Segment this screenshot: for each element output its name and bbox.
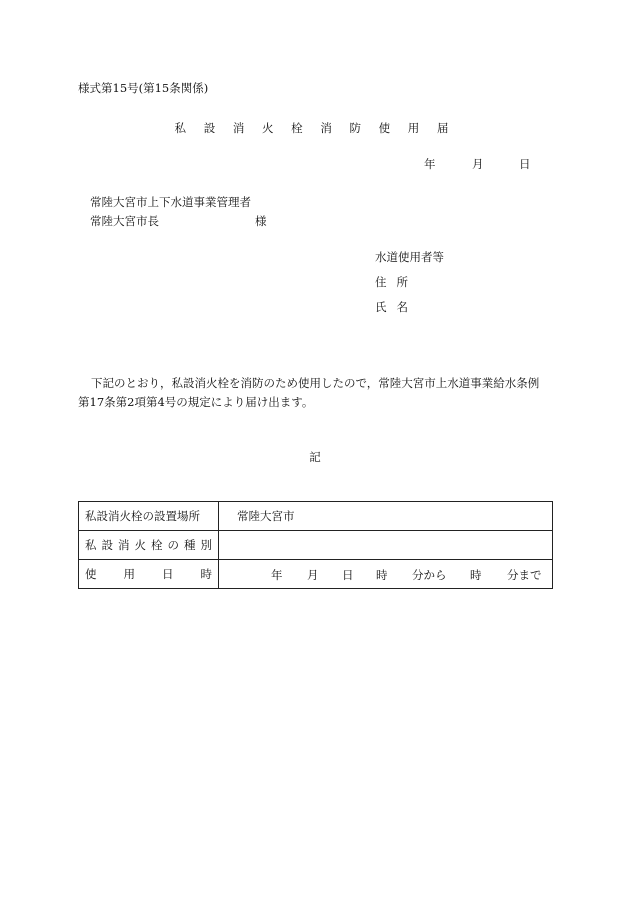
usage-minute-to-label: 分まで [507, 568, 542, 582]
date-month-label: 月 [472, 157, 484, 171]
label-char: 日 [162, 567, 174, 581]
table-row [79, 531, 553, 560]
date-day-label: 日 [519, 157, 531, 171]
label-char: 種 [184, 538, 196, 552]
date-year-label: 年 [424, 157, 436, 171]
label-char: 栓 [151, 538, 163, 552]
usage-month-label: 月 [307, 568, 319, 582]
label-char: 別 [200, 538, 212, 552]
body-text-line-2: 第17条第2項第4号の規定により届け出ます。 [78, 395, 314, 409]
label-char: 用 [123, 567, 135, 581]
name-label: 氏名 [375, 300, 418, 314]
addressee-honorific: 様 [255, 214, 267, 228]
label-char: の [167, 538, 179, 552]
label-char: 時 [200, 567, 212, 581]
label-char: 私 [85, 538, 97, 552]
ki-heading: 記 [309, 450, 321, 464]
usage-hour-to-label: 時 [470, 568, 482, 582]
table-label-cell [79, 502, 219, 531]
document-title: 私 設 消 火 栓 消 防 使 用 届 [174, 121, 456, 135]
label-char: 消 [118, 538, 130, 552]
label-char: 使 [85, 567, 97, 581]
usage-datetime-label [79, 566, 218, 582]
label-char: 火 [134, 538, 146, 552]
usage-day-label: 日 [342, 568, 354, 582]
table-label-cell [79, 531, 219, 560]
usage-datetime-value [219, 560, 552, 588]
addressee-line-2: 常陸大宮市長 [90, 214, 159, 228]
table-row [79, 502, 553, 531]
label-char: 設 [101, 538, 113, 552]
installation-location-value: 常陸大宮市 [237, 509, 295, 523]
usage-hour-from-label: 時 [376, 568, 388, 582]
table-label-cell [79, 560, 219, 589]
applicant-label: 水道使用者等 [375, 250, 444, 264]
addressee-line-1: 常陸大宮市上下水道事業管理者 [90, 195, 251, 209]
body-text-line-1: 下記のとおり，私設消火栓を消防のため使用したので，常陸大宮市上水道事業給水条例 [91, 376, 540, 390]
table-value-cell [219, 560, 553, 589]
detail-table [78, 501, 553, 589]
installation-location-label: 私設消火栓の設置場所 [85, 509, 200, 523]
usage-minute-from-label: 分から [412, 568, 447, 582]
table-value-cell [219, 531, 553, 560]
address-label: 住所 [375, 275, 418, 289]
table-value-cell [219, 502, 553, 531]
table-row [79, 560, 553, 589]
form-number: 様式第15号(第15条関係) [78, 81, 209, 95]
hydrant-type-label [79, 537, 218, 553]
usage-year-label: 年 [271, 568, 283, 582]
